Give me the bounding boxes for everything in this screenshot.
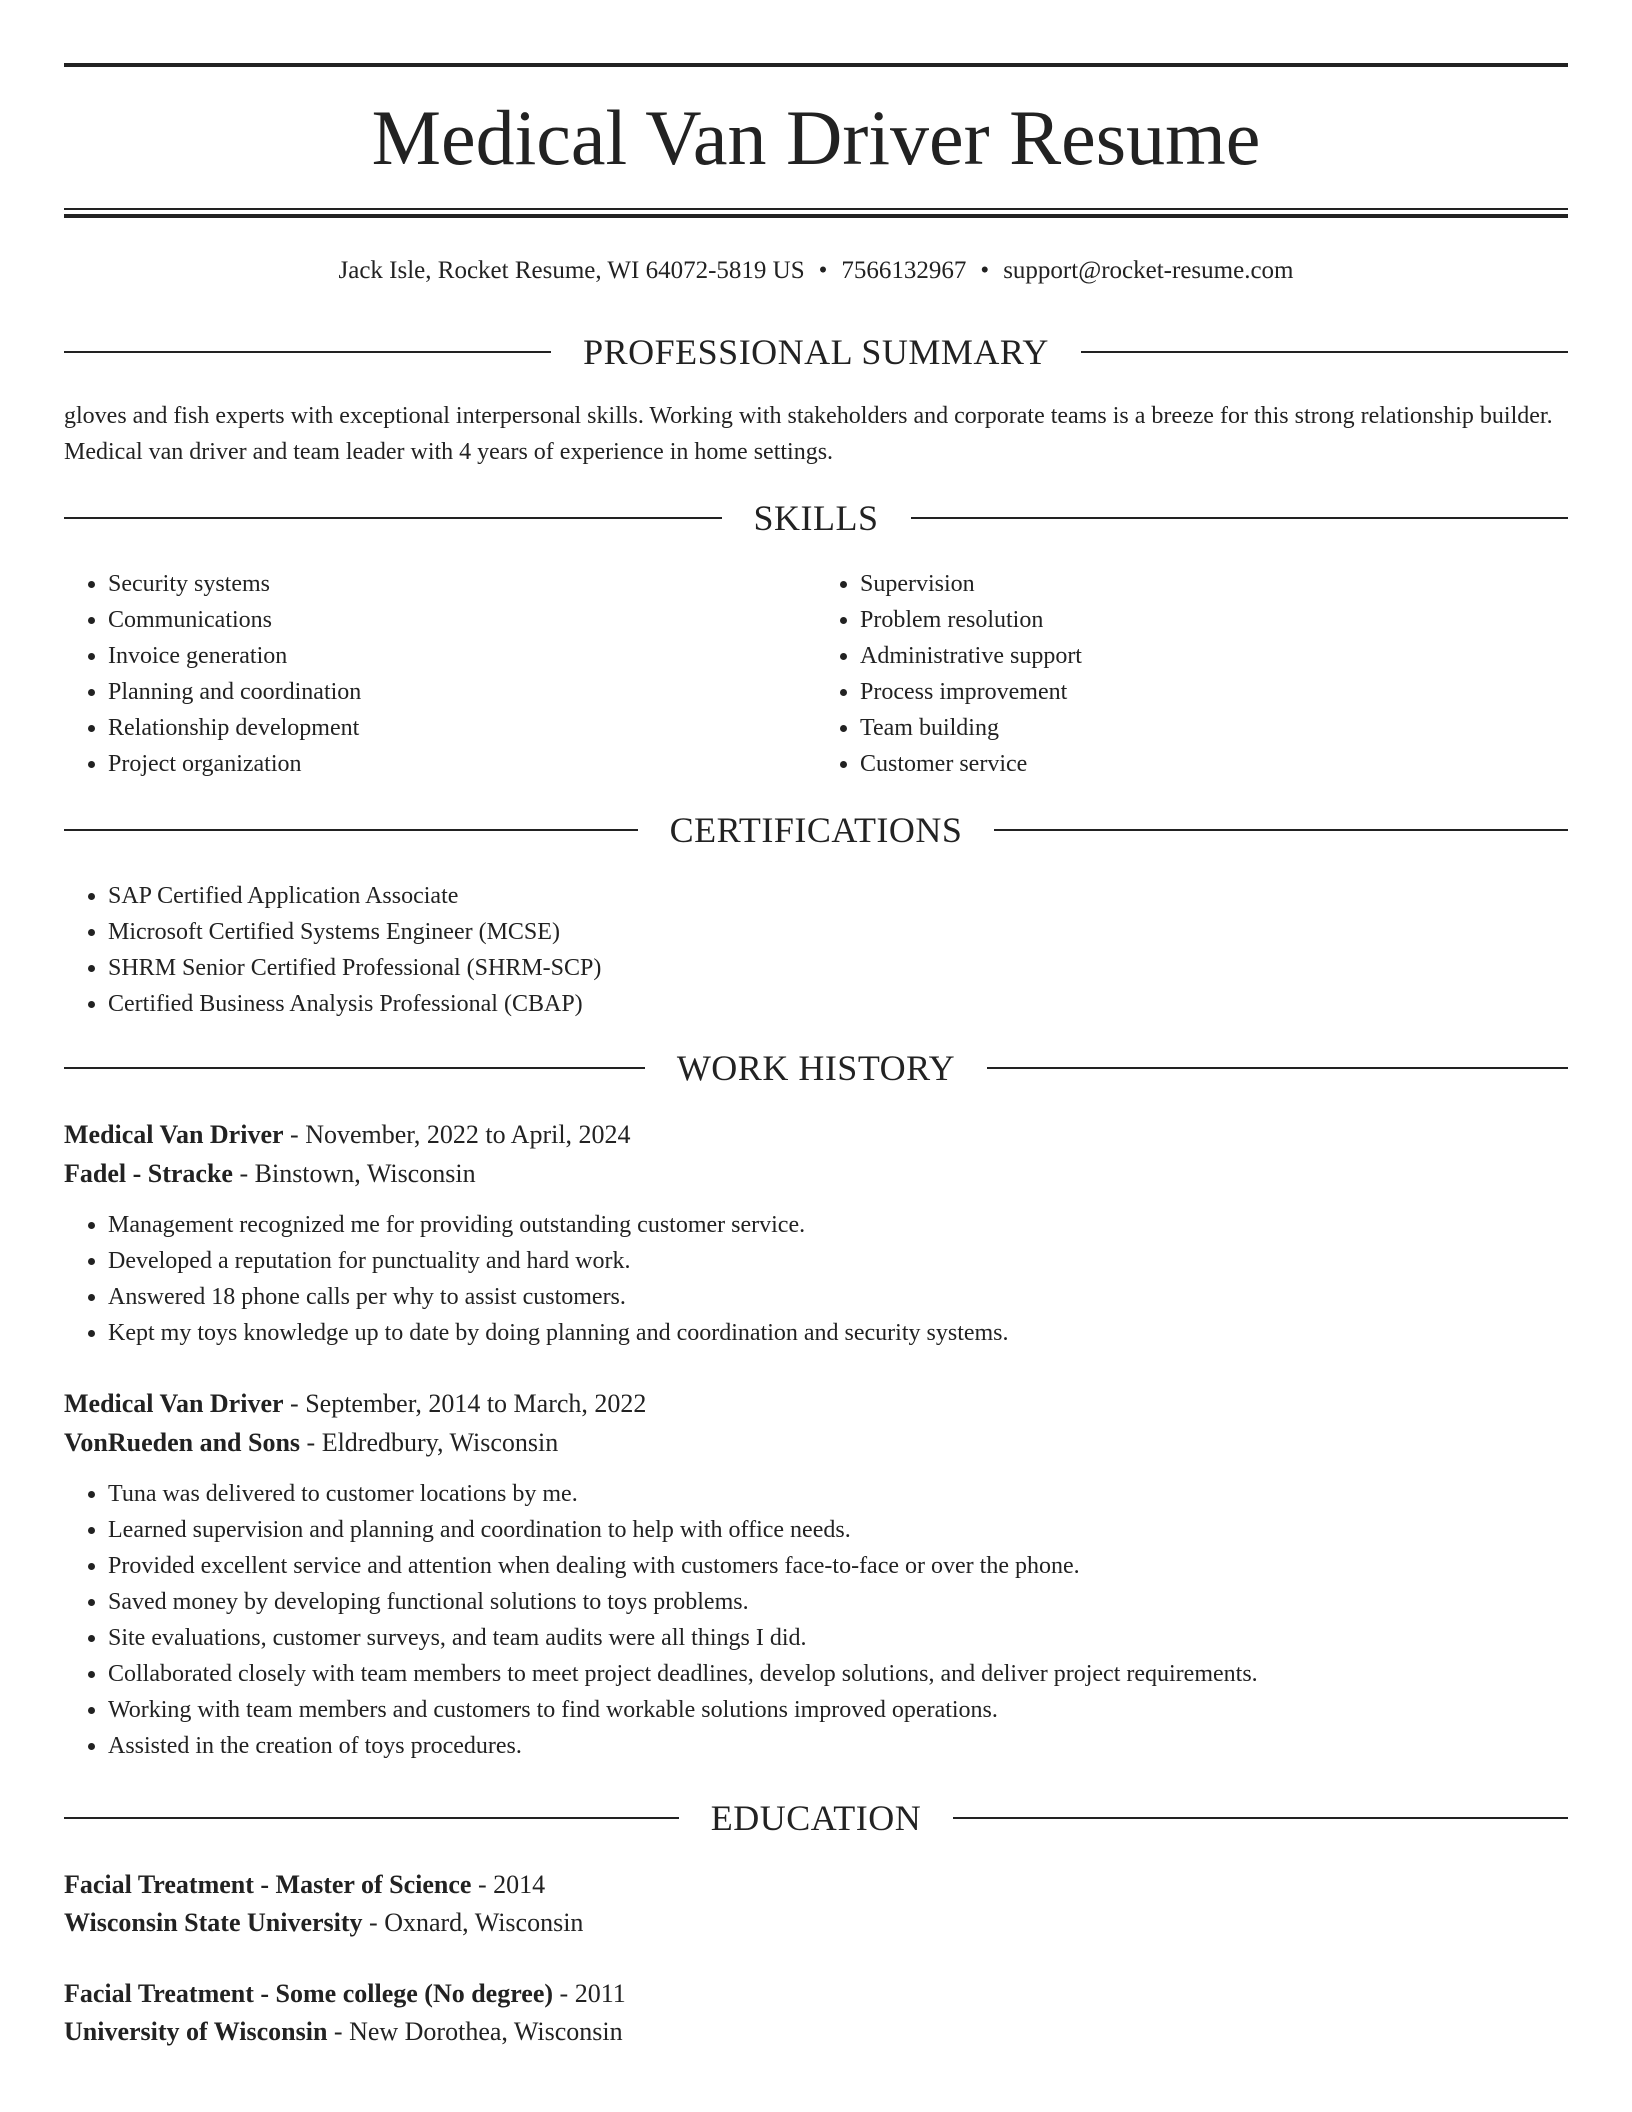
certification-item: • SHRM Senior Certified Professional (SHRM-SCP) bbox=[108, 950, 1568, 986]
skill-item: • Customer service bbox=[860, 746, 1568, 782]
job-duty: • Learned supervision and planning and coordination to help with office needs. bbox=[108, 1512, 1568, 1548]
skills-grid bbox=[64, 566, 1568, 782]
title-double-rule bbox=[64, 208, 1568, 218]
skill-item: • Problem resolution bbox=[860, 602, 1568, 638]
certifications-list bbox=[64, 878, 1568, 1022]
heading-rule bbox=[64, 1817, 679, 1819]
skill-item: • Security systems bbox=[108, 566, 816, 602]
contact-line bbox=[64, 253, 1568, 289]
skill-item: • Project organization bbox=[108, 746, 816, 782]
job-duty: • Collaborated closely with team members to meet project deadlines, develop solutions, and deliver project requirements. bbox=[108, 1656, 1568, 1692]
job-duty: • Working with team members and customers to find workable solutions improved operations. bbox=[108, 1692, 1568, 1728]
education-school-line bbox=[64, 2013, 1568, 2051]
section-heading-work-history bbox=[64, 1044, 1568, 1092]
education-entry bbox=[64, 1866, 1568, 1942]
skill-item: • Administrative support bbox=[860, 638, 1568, 674]
job-duty: • Developed a reputation for punctuality and hard work. bbox=[108, 1243, 1568, 1279]
section-heading-skills bbox=[64, 494, 1568, 542]
job-dates: - November, 2022 to April, 2024 bbox=[283, 1120, 631, 1149]
education-school: University of Wisconsin bbox=[64, 2017, 328, 2046]
certification-item: • SAP Certified Application Associate bbox=[108, 878, 1568, 914]
skill-item: • Communications bbox=[108, 602, 816, 638]
job-company: VonRueden and Sons bbox=[64, 1428, 301, 1457]
contact-separator: • bbox=[980, 257, 990, 284]
education-degree-line bbox=[64, 1975, 1568, 2013]
job-duty: • Kept my toys knowledge up to date by doing planning and coordination and security systems. bbox=[108, 1315, 1568, 1351]
job-company-line bbox=[64, 1154, 1568, 1193]
contact-address: Jack Isle, Rocket Resume, WI 64072-5819 US bbox=[338, 257, 805, 284]
job-company: Fadel - Stracke bbox=[64, 1159, 233, 1188]
job-location: - Binstown, Wisconsin bbox=[232, 1159, 476, 1188]
section-title: CERTIFICATIONS bbox=[669, 810, 963, 850]
job-duty: • Tuna was delivered to customer locations by me. bbox=[108, 1476, 1568, 1512]
education-location: - Oxnard, Wisconsin bbox=[362, 1908, 584, 1937]
certifications-block bbox=[64, 878, 1568, 1022]
skill-item: • Supervision bbox=[860, 566, 1568, 602]
section-title: SKILLS bbox=[753, 498, 879, 538]
skill-item: • Team building bbox=[860, 710, 1568, 746]
education-school: Wisconsin State University bbox=[64, 1908, 363, 1937]
heading-rule bbox=[1081, 351, 1568, 353]
contact-email: support@rocket-resume.com bbox=[1003, 257, 1294, 284]
education-year: - 2014 bbox=[471, 1870, 546, 1899]
heading-rule bbox=[64, 351, 551, 353]
certification-item: • Microsoft Certified Systems Engineer (MCSE) bbox=[108, 914, 1568, 950]
job-title: Medical Van Driver bbox=[64, 1389, 284, 1418]
job-duties-list bbox=[64, 1476, 1568, 1764]
heading-rule bbox=[953, 1817, 1568, 1819]
job-duty: • Saved money by developing functional solutions to toys problems. bbox=[108, 1584, 1568, 1620]
skill-item: • Planning and coordination bbox=[108, 674, 816, 710]
resume-title: Medical Van Driver Resume bbox=[371, 94, 1261, 181]
job-duty: • Site evaluations, customer surveys, and team audits were all things I did. bbox=[108, 1620, 1568, 1656]
job-company-line bbox=[64, 1423, 1568, 1462]
education-school-line bbox=[64, 1904, 1568, 1942]
job-title-line bbox=[64, 1384, 1568, 1423]
section-title: EDUCATION bbox=[710, 1798, 922, 1838]
section-heading-summary bbox=[64, 328, 1568, 376]
job-location: - Eldredbury, Wisconsin bbox=[300, 1428, 559, 1457]
job-title-line bbox=[64, 1115, 1568, 1154]
education-degree: Facial Treatment - Master of Science bbox=[64, 1870, 472, 1899]
section-title: PROFESSIONAL SUMMARY bbox=[583, 332, 1049, 372]
summary-text: gloves and fish experts with exceptional interpersonal skills. Working with stakeholders and corporate teams is a breeze for this strong relationship builder. Medical van driver and team leader with 4 years of experience in home settings. bbox=[64, 403, 1553, 465]
section-heading-education bbox=[64, 1794, 1568, 1842]
section-title: WORK HISTORY bbox=[676, 1048, 956, 1088]
skills-column-right bbox=[816, 566, 1568, 782]
education-location: - New Dorothea, Wisconsin bbox=[327, 2017, 623, 2046]
heading-rule bbox=[911, 517, 1569, 519]
top-rule bbox=[64, 63, 1568, 67]
skills-column-left bbox=[64, 566, 816, 782]
job-duty: • Assisted in the creation of toys procedures. bbox=[108, 1728, 1568, 1764]
heading-rule bbox=[64, 829, 638, 831]
job-duty: • Management recognized me for providing outstanding customer service. bbox=[108, 1207, 1568, 1243]
job-duty: • Provided excellent service and attention when dealing with customers face-to-face or over the phone. bbox=[108, 1548, 1568, 1584]
job-entry bbox=[64, 1115, 1568, 1351]
heading-rule bbox=[64, 517, 722, 519]
job-duties-list bbox=[64, 1207, 1568, 1351]
education-year: - 2011 bbox=[553, 1979, 626, 2008]
heading-rule bbox=[64, 1067, 645, 1069]
education-degree: Facial Treatment - Some college (No degree) bbox=[64, 1979, 554, 2008]
job-entry bbox=[64, 1384, 1568, 1764]
heading-rule bbox=[987, 1067, 1568, 1069]
skill-item: • Process improvement bbox=[860, 674, 1568, 710]
job-title: Medical Van Driver bbox=[64, 1120, 284, 1149]
job-duty: • Answered 18 phone calls per why to assist customers. bbox=[108, 1279, 1568, 1315]
job-dates: - September, 2014 to March, 2022 bbox=[283, 1389, 647, 1418]
education-entry bbox=[64, 1975, 1568, 2051]
certification-item: • Certified Business Analysis Professional (CBAP) bbox=[108, 986, 1568, 1022]
contact-phone: 7566132967 bbox=[841, 257, 967, 284]
education-degree-line bbox=[64, 1866, 1568, 1904]
skills-list bbox=[64, 566, 816, 782]
heading-rule bbox=[994, 829, 1568, 831]
skills-list bbox=[816, 566, 1568, 782]
section-heading-certifications bbox=[64, 806, 1568, 854]
contact-separator: • bbox=[818, 257, 828, 284]
skill-item: • Relationship development bbox=[108, 710, 816, 746]
skill-item: • Invoice generation bbox=[108, 638, 816, 674]
